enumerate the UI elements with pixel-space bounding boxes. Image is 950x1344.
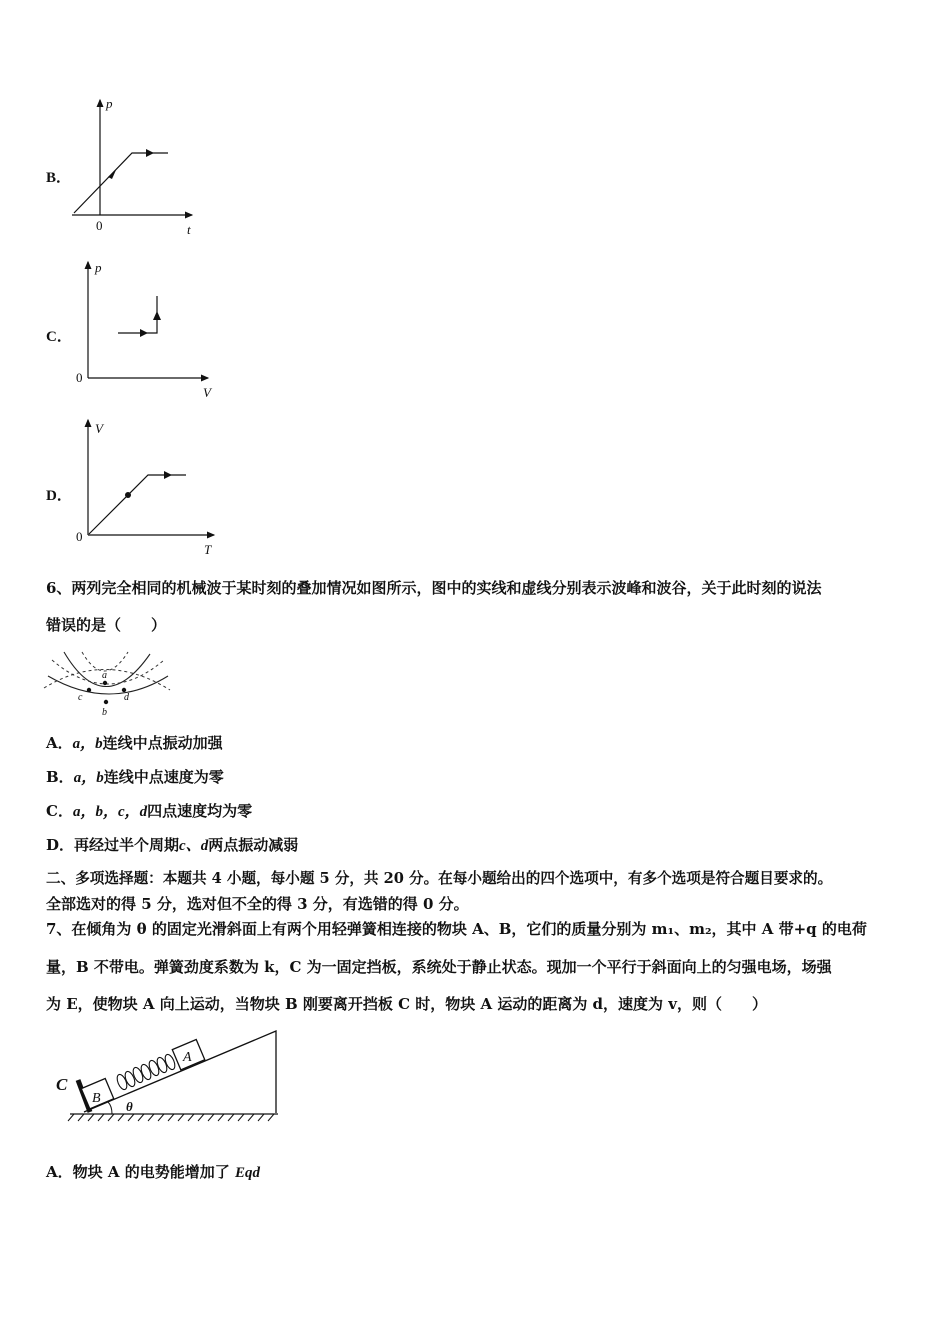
q6-option-b-label: B．: [46, 768, 74, 786]
angle-arc: [108, 1102, 112, 1114]
label-angle: θ: [126, 1099, 133, 1114]
q7-stem-line2: 量，B 不带电。弹簧劲度系数为 k，C 为一固定挡板，系统处于静止状态。现加一个平行于斜面向上的匀强电场，场强: [46, 958, 832, 976]
q6-stem-line1: 6、两列完全相同的机械波于某时刻的叠加情况如图所示，图中的实线和虚线分别表示波峰和波谷，关于此时刻的说法: [46, 579, 822, 597]
q6-option-d-vars: c、d: [179, 838, 209, 854]
q7-stem-line3: 为 E，使物块 A 向上运动，当物块 B 刚要离开挡板 C 时，物块 A 运动的距离为 d，速度为 v，则（ ）: [46, 995, 767, 1013]
q7-stem-line1: 7、在倾角为 θ 的固定光滑斜面上有两个用轻弹簧相连接的物块 A、B，它们的质量分别为 m₁、m₂，其中 A 带+q 的电荷: [46, 920, 867, 938]
option-b-label: B．: [46, 170, 72, 186]
graph-c-y-label: p: [95, 260, 102, 275]
q6-option-a-text: 连线中点振动加强: [102, 734, 223, 752]
incline-surface: [84, 1031, 276, 1113]
q6-option-c-text: 四点速度均为零: [147, 802, 253, 820]
label-plate-c: C: [56, 1075, 68, 1094]
section2-header-line1: 二、多项选择题：本题共 4 小题，每小题 5 分，共 20 分。在每小题给出的四个选项中，有多个选项是符合题目要求的。: [46, 870, 833, 887]
label-block-b: B: [92, 1091, 101, 1106]
graph-b-x-label: t: [187, 222, 191, 237]
graph-d-origin: 0: [76, 529, 83, 544]
q6-option-a-label: A．: [46, 734, 73, 752]
graph-b-y-label: p: [106, 96, 113, 111]
label-a: a: [102, 670, 107, 681]
q6-option-b-vars: a，b: [73, 770, 104, 786]
label-block-a: A: [183, 1050, 192, 1065]
q7-option-a-var: Eqd: [234, 1165, 260, 1181]
q6-stem-line2: 错误的是（ ）: [46, 616, 167, 634]
option-c-label: C．: [46, 329, 72, 345]
graph-d-x-label: T: [204, 542, 212, 557]
label-c: c: [78, 692, 83, 703]
label-d: d: [124, 692, 129, 703]
q6-option-c-vars: a，b，c，d: [72, 804, 148, 820]
label-b: b: [102, 707, 107, 718]
section2-header-line2: 全部选对的得 5 分，选对但不全的得 3 分，有选错的得 0 分。: [46, 895, 469, 913]
q6-option-c-label: C．: [46, 802, 73, 820]
ground-hatching: [68, 1114, 274, 1121]
q7-option-a-label: A．: [46, 1163, 73, 1181]
graph-d-y-label: V: [95, 421, 103, 436]
graph-b-origin: 0: [96, 218, 103, 233]
graph-c-x-label: V: [203, 385, 211, 400]
q6-option-b-text: 连线中点速度为零: [103, 768, 224, 786]
q7-option-a[interactable]: [46, 1162, 260, 1183]
graph-c-origin: 0: [76, 370, 83, 385]
q6-option-d-text: 两点振动减弱: [208, 836, 299, 854]
option-d-label: D．: [46, 488, 72, 504]
q6-option-d-pre: 再经过半个周期: [74, 836, 180, 854]
q6-option-a-vars: a，b: [72, 736, 103, 752]
q7-option-a-text: 物块 A 的电势能增加了: [72, 1163, 235, 1181]
q6-option-d-label: D．: [46, 836, 75, 854]
